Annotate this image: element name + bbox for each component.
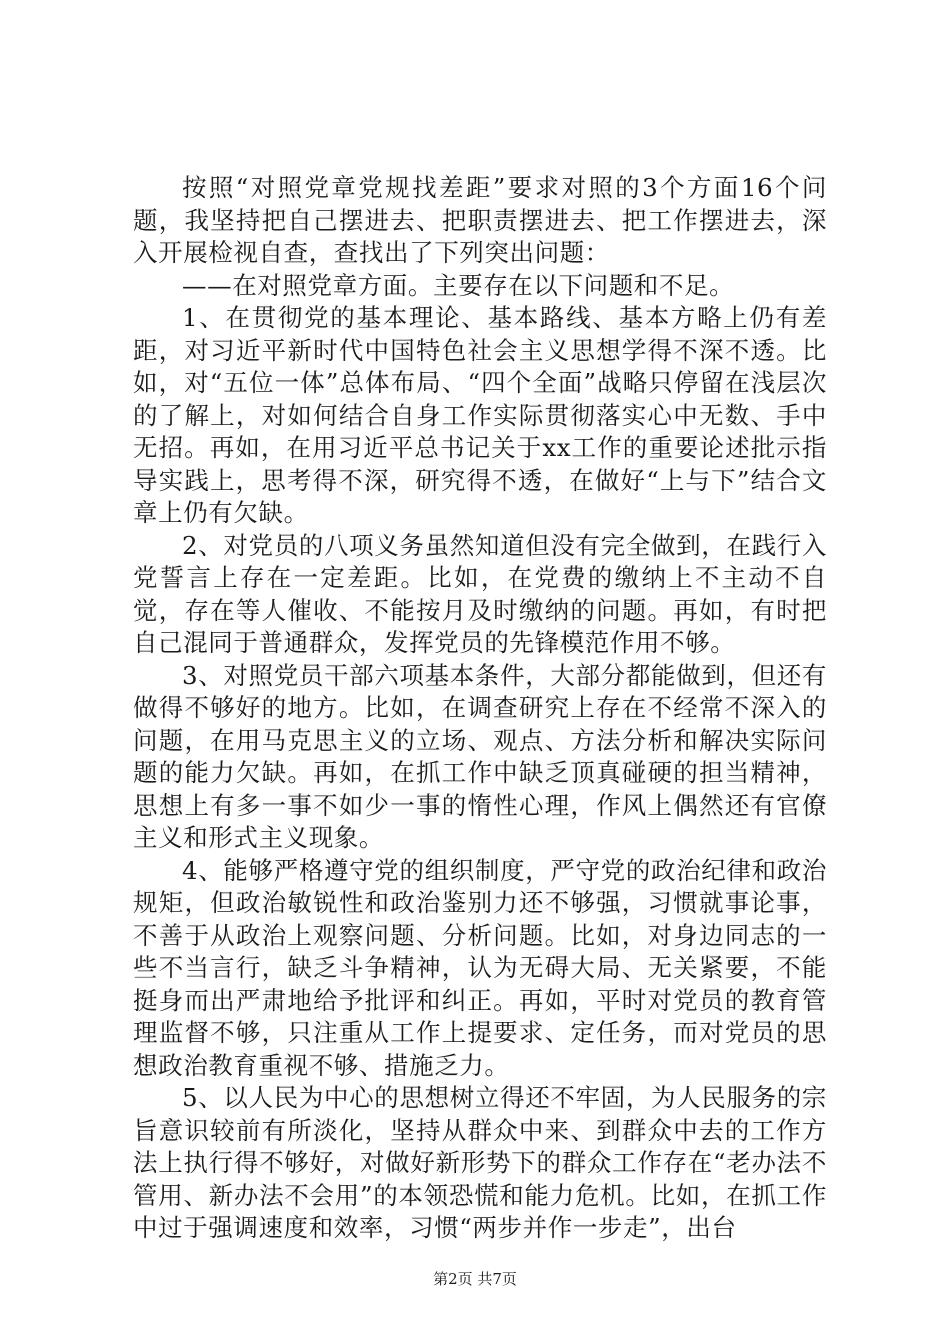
item-paragraph-1: 1、在贯彻党的基本理论、基本路线、基本方略上仍有差距，对习近平新时代中国特色社会主义思想学得不深不透。比如，对“五位一体”总体布局、“四个全面”战略只停留在浅层次的了解上，对如何结合自身工作实际贯彻落实心中无数、手中无招。再如，在用习近平总书记关于xx工作的重要论述批示指导实践上，思考得不深，研究得不透，在做好“上与下”结合文章上仍有欠缺。: [133, 303, 827, 527]
document-body: [133, 172, 827, 1245]
section-heading: ——在对照党章方面。主要存在以下问题和不足。: [182, 270, 735, 300]
page-number-footer: 第2页 共7页: [433, 1270, 517, 1288]
item-paragraph-2: 2、对党员的八项义务虽然知道但没有完全做到，在践行入党誓言上存在一定差距。比如，在党费的缴纳上不主动不自觉，存在等人催收、不能按月及时缴纳的问题。再如，有时把自己混同于普通群众，发挥党员的先锋模范作用不够。: [133, 530, 827, 657]
item-paragraph-3: 3、对照党员干部六项基本条件，大部分都能做到，但还有做得不够好的地方。比如，在调查研究上存在不经常不深入的问题，在用马克思主义的立场、观点、方法分析和解决实际问题的能力欠缺。再如，在抓工作中缺乏顶真碰硬的担当精神，思想上有多一事不如少一事的惰性心理，作风上偶然还有官僚主义和形式主义现象。: [133, 660, 827, 852]
intro-paragraph: 按照“对照党章党规找差距”要求对照的3个方面16个问题，我坚持把自己摆进去、把职责摆进去、把工作摆进去，深入开展检视自查，查找出了下列突出问题：: [133, 173, 827, 267]
item-paragraph-4: 4、能够严格遵守党的组织制度，严守党的政治纪律和政治规矩，但政治敏锐性和政治鉴别力还不够强，习惯就事论事，不善于从政治上观察问题、分析问题。比如，对身边同志的一些不当言行，缺乏斗争精神，认为无碍大局、无关紧要，不能挺身而出严肃地给予批评和纠正。再如，平时对党员的教育管理监督不够，只注重从工作上提要求、定任务，而对党员的思想政治教育重视不够、措施乏力。: [133, 855, 827, 1080]
item-paragraph-5: 5、以人民为中心的思想树立得还不牢固，为人民服务的宗旨意识较前有所淡化，坚持从群众中来、到群众中去的工作方法上执行得不够好，对做好新形势下的群众工作存在“老办法不管用、新办法不会用”的本领恐慌和能力危机。比如，在抓工作中过于强调速度和效率，习惯“两步并作一步走”，出台: [133, 1083, 827, 1242]
